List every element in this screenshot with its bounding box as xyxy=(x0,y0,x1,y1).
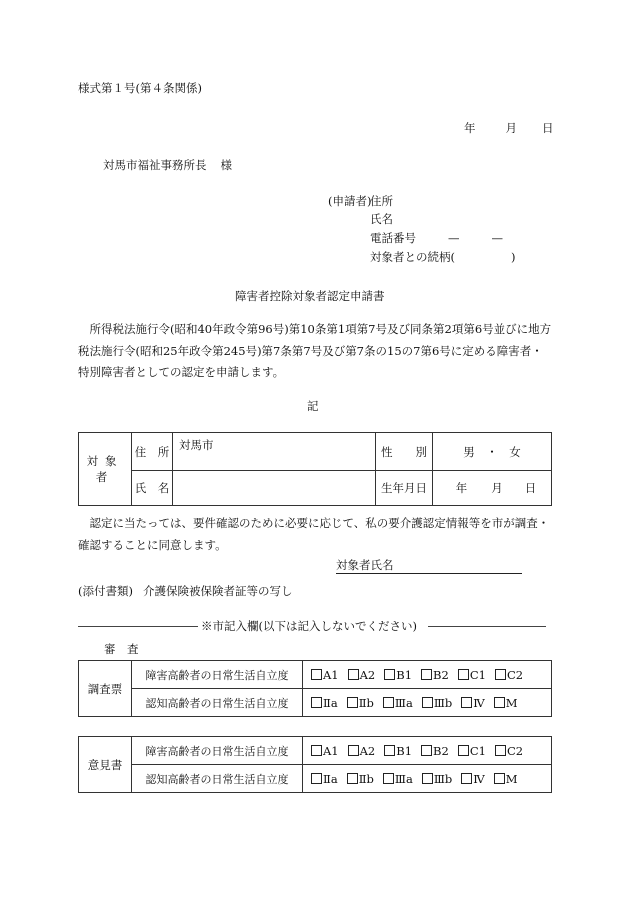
checkbox-icon xyxy=(384,745,395,756)
checkbox-option[interactable]: Ⅳ xyxy=(461,772,485,786)
survey-row-options xyxy=(303,661,552,689)
opinion-row-label: 障害高齢者の日常生活自立度 xyxy=(132,737,303,765)
dob-value[interactable] xyxy=(433,471,552,506)
checkbox-icon xyxy=(461,773,472,784)
checkbox-icon xyxy=(348,745,359,756)
applicant-address-label: 住所 xyxy=(370,194,393,208)
checkbox-icon xyxy=(347,697,358,708)
checkbox-icon xyxy=(348,669,359,680)
name-label: 氏 名 xyxy=(132,471,173,506)
honorific: 様 xyxy=(220,158,232,172)
checkbox-option[interactable]: C2 xyxy=(495,668,523,682)
checkbox-option[interactable]: Ⅲa xyxy=(383,772,413,786)
date-year-label: 年 xyxy=(464,121,476,135)
checkbox-option[interactable]: A1 xyxy=(311,668,339,682)
addressee-line xyxy=(103,157,232,173)
checkbox-icon xyxy=(311,697,322,708)
opinion-table xyxy=(78,736,552,793)
checkbox-icon xyxy=(311,773,322,784)
checkbox-icon xyxy=(461,697,472,708)
checkbox-option[interactable]: M xyxy=(494,772,518,786)
attachments-label: (添付書類) xyxy=(78,584,133,598)
form-number: 様式第１号(第４条関係) xyxy=(78,81,202,95)
subject-header: 対象者 xyxy=(79,433,132,506)
checkbox-icon xyxy=(383,697,394,708)
checkbox-option[interactable]: A2 xyxy=(348,744,376,758)
checkbox-icon xyxy=(458,669,469,680)
checkbox-icon xyxy=(347,773,358,784)
dob-day: 日 xyxy=(524,481,537,495)
checkbox-option[interactable]: A2 xyxy=(348,668,376,682)
addressee: 対馬市福祉事務所長 xyxy=(103,158,207,172)
checkbox-option[interactable]: Ⅲa xyxy=(383,696,413,710)
survey-row-label: 障害高齢者の日常生活自立度 xyxy=(132,661,303,689)
address-label: 住 所 xyxy=(132,433,173,471)
opinion-header: 意見書 xyxy=(79,737,132,793)
checkbox-icon xyxy=(311,669,322,680)
opinion-row-options xyxy=(303,737,552,765)
checkbox-option[interactable]: Ⅱb xyxy=(347,696,374,710)
subject-signature[interactable] xyxy=(336,557,522,574)
subject-table xyxy=(78,432,552,506)
sex-label: 性 別 xyxy=(376,433,433,471)
ki-label: 記 xyxy=(307,399,319,413)
date-line xyxy=(464,120,554,136)
checkbox-option[interactable]: C1 xyxy=(458,668,486,682)
phone-dash-2: — xyxy=(491,231,503,245)
checkbox-option[interactable]: A1 xyxy=(311,744,339,758)
checkbox-icon xyxy=(495,669,506,680)
review-label: 審 査 xyxy=(104,642,139,656)
checkbox-icon xyxy=(421,669,432,680)
checkbox-option[interactable]: B2 xyxy=(421,744,449,758)
checkbox-icon xyxy=(494,773,505,784)
attachments-line xyxy=(78,583,292,599)
checkbox-option[interactable]: C2 xyxy=(495,744,523,758)
city-divider-left xyxy=(78,626,198,627)
subject-signature-label: 対象者氏名 xyxy=(336,558,394,572)
checkbox-icon xyxy=(384,669,395,680)
checkbox-icon xyxy=(383,773,394,784)
applicant-relationship-line xyxy=(370,249,516,265)
applicant-relationship-label: 対象者との続柄( xyxy=(370,250,455,264)
survey-row-label: 認知高齢者の日常生活自立度 xyxy=(132,689,303,717)
checkbox-option[interactable]: B1 xyxy=(384,668,412,682)
consent-text: 認定に当たっては、要件確認のために必要に応じて、私の要介護認定情報等を市が調査・確認することに同意します。 xyxy=(78,516,550,552)
phone-dash-1: — xyxy=(448,231,460,245)
relationship-close: ) xyxy=(511,250,516,264)
address-value[interactable]: 対馬市 xyxy=(173,433,376,471)
checkbox-option[interactable]: Ⅱa xyxy=(311,772,338,786)
survey-table xyxy=(78,660,552,717)
dob-year: 年 xyxy=(455,481,468,495)
survey-row-options xyxy=(303,689,552,717)
applicant-phone-line xyxy=(370,230,503,246)
checkbox-option[interactable]: M xyxy=(494,696,518,710)
checkbox-option[interactable]: Ⅲb xyxy=(422,772,452,786)
opinion-row-label: 認知高齢者の日常生活自立度 xyxy=(132,765,303,793)
dob-month: 月 xyxy=(491,481,503,495)
checkbox-option[interactable]: Ⅲb xyxy=(422,696,452,710)
applicant-name-label: 氏名 xyxy=(370,212,393,226)
checkbox-option[interactable]: Ⅱb xyxy=(347,772,374,786)
applicant-phone-label: 電話番号 xyxy=(370,231,416,245)
checkbox-option[interactable]: B2 xyxy=(421,668,449,682)
checkbox-option[interactable]: Ⅱa xyxy=(311,696,338,710)
form-title: 障害者控除対象者認定申請書 xyxy=(235,289,385,303)
application-text: 所得税法施行令(昭和40年政令第96号)第10条第1項第7号及び同条第2項第6号並びに地方税法施行令(昭和25年政令第245号)第7条第7号及び第7条の15の7第6号に定める障害者・特別障害者としての認定を申請します。 xyxy=(78,322,552,379)
attachments-value: 介護保険被保険者証等の写し xyxy=(142,584,293,598)
dob-label: 生年月日 xyxy=(376,471,433,506)
city-section-label: ※市記入欄(以下は記入しないでください) xyxy=(201,619,417,633)
applicant-label: (申請者) xyxy=(328,194,372,208)
survey-header: 調査票 xyxy=(79,661,132,717)
checkbox-option[interactable]: Ⅳ xyxy=(461,696,485,710)
checkbox-icon xyxy=(494,697,505,708)
sex-value[interactable]: 男 ・ 女 xyxy=(433,433,552,471)
opinion-row-options xyxy=(303,765,552,793)
date-month-label: 月 xyxy=(505,121,517,135)
checkbox-icon xyxy=(495,745,506,756)
name-value[interactable] xyxy=(173,471,376,506)
date-day-label: 日 xyxy=(542,121,554,135)
checkbox-icon xyxy=(422,773,433,784)
checkbox-icon xyxy=(421,745,432,756)
city-divider-right xyxy=(428,626,546,627)
checkbox-icon xyxy=(422,697,433,708)
checkbox-option[interactable]: B1 xyxy=(384,744,412,758)
checkbox-icon xyxy=(311,745,322,756)
checkbox-icon xyxy=(458,745,469,756)
checkbox-option[interactable]: C1 xyxy=(458,744,486,758)
